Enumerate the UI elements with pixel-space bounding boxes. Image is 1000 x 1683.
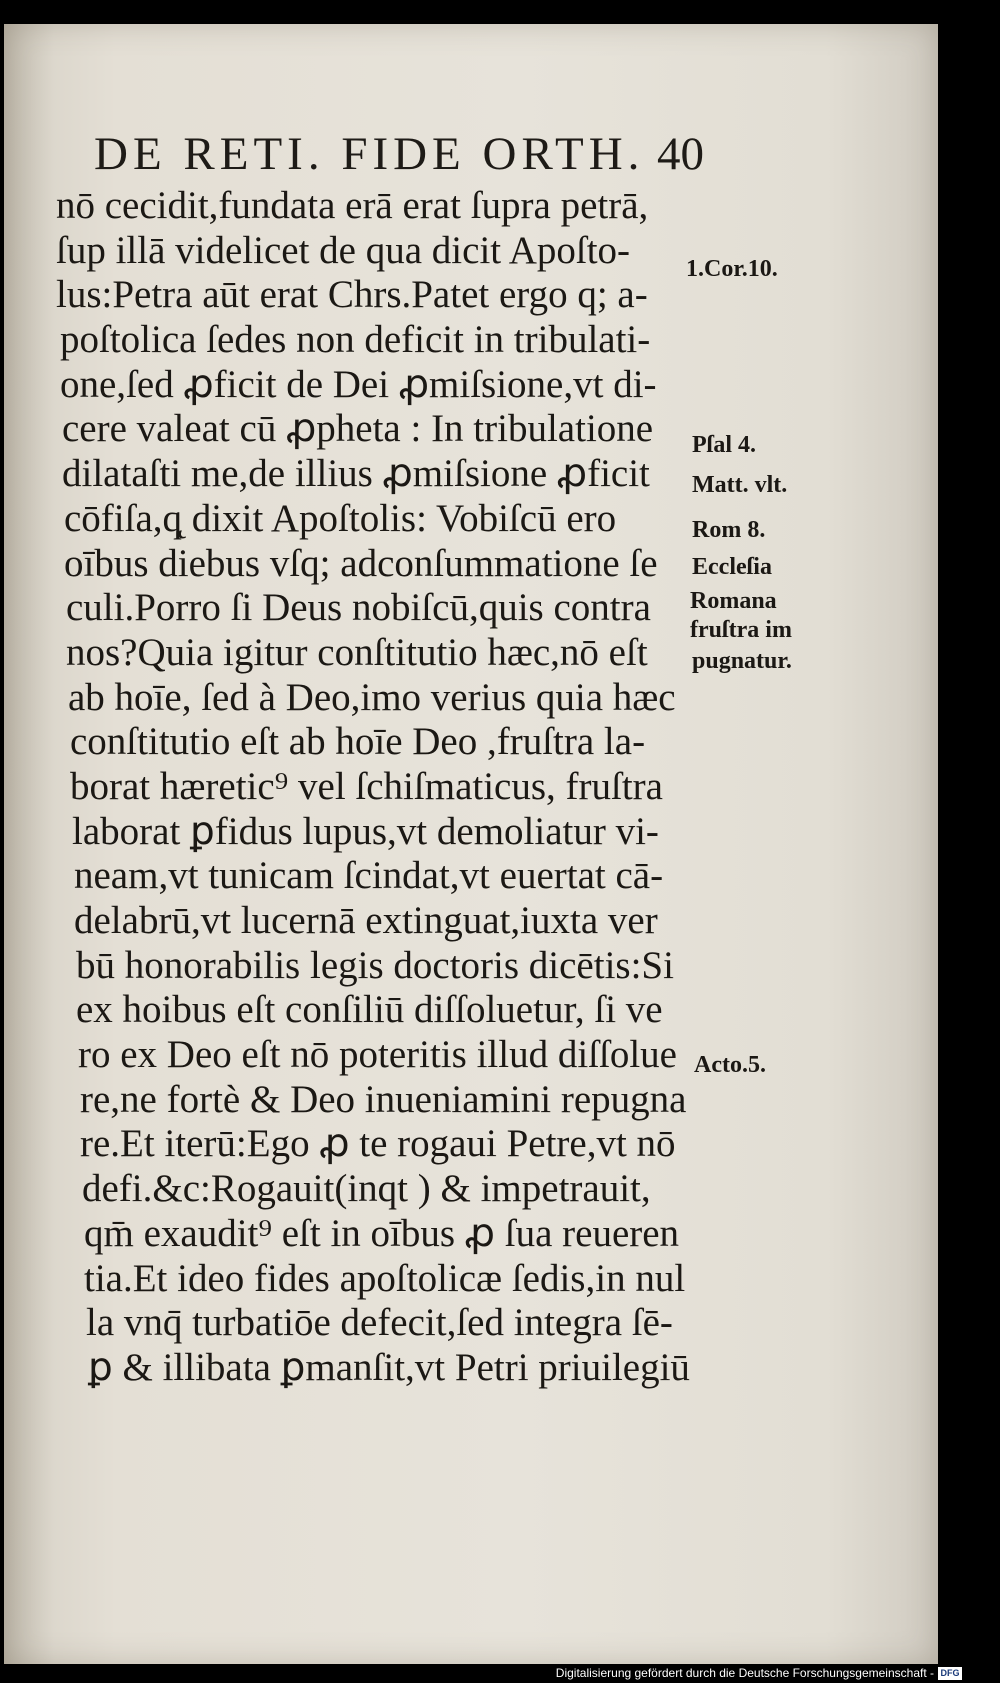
margin-note: fruſtra im — [690, 617, 792, 643]
text-line: nos?Quia igitur conſtitutio hæc,nō eſt — [66, 630, 648, 674]
book-page — [4, 24, 938, 1664]
margin-note: Pſal 4. — [692, 432, 756, 458]
margin-note: 1.Cor.10. — [686, 256, 778, 282]
text-line: re.Et iterū:Ego ꝓ te rogaui Petre,vt nō — [80, 1122, 676, 1166]
text-line: delabrū,vt lucernā extinguat,iuxta ver — [74, 899, 658, 942]
text-line: ro ex Deo eſt nō poteritis illud diſſolue — [78, 1033, 677, 1077]
margin-note: Matt. vlt. — [692, 472, 788, 498]
text-line: laborat ꝑfidus lupus,vt demoliatur vi- — [72, 809, 659, 853]
text-line: ex hoibus eſt conſiliū diſſoluetur, ſi ve — [76, 988, 663, 1032]
text-line: neam,vt tunicam ſcindat,vt euertat cā- — [74, 854, 664, 898]
text-line: tia.Et ideo fides apoſtolicæ ſedis,in nul — [84, 1256, 686, 1300]
margin-note: Romana — [690, 588, 777, 614]
body-text — [56, 184, 726, 1391]
text-line: cere valeat cū ꝓpheta : In tribulatione — [62, 407, 654, 451]
text-line: poſtolica ſedes non deficit in tribulati- — [60, 318, 651, 362]
text-line: cōfiſa,q̨ dixit Apoſtolis: Vobiſcū ero — [64, 496, 617, 540]
margin-note: Rom 8. — [692, 517, 766, 543]
text-line: ſup illā videlicet de qua dicit Apoſto- — [56, 228, 631, 272]
dfg-logo-icon: DFG — [938, 1667, 962, 1680]
text-line: dilataſti me,de illius ꝓmiſsione ꝓficit — [62, 452, 650, 496]
text-line: lus:Petra aūt erat Chrs.Patet ergo q; a- — [56, 273, 648, 317]
text-line: re,ne fortè & Deo inueniamini repugna — [80, 1077, 687, 1121]
page-header — [94, 124, 714, 184]
text-line: borat hæretic⁹ vel ſchiſmaticus, fruſtra — [70, 764, 663, 808]
text-line: conſtitutio eſt ab hoīe Deo ,fruſtra la- — [70, 720, 646, 764]
margin-note: pugnatur. — [692, 648, 792, 674]
folio-number: 40 — [657, 128, 704, 180]
text-line: qm̄ exaudit⁹ eſt in oībus ꝓ ſua reueren — [84, 1211, 680, 1255]
text-line: nō cecidit,fundata erā erat ſupra petrā, — [56, 184, 649, 227]
text-line: one,ſed ꝓficit de Dei ꝓmiſsione,vt di- — [60, 362, 657, 406]
text-line: la vnq̄ turbatiōe defecit,ſed integra ſē- — [86, 1301, 673, 1345]
text-line: culi.Porro ſi Deus nobiſcū,quis contra — [66, 586, 651, 630]
text-line: defi.&c:Rogauit(inqt ) & impetrauit, — [82, 1167, 651, 1211]
margin-note: Eccleſia — [692, 554, 772, 580]
running-title: DE RETI. FIDE ORTH. — [94, 128, 645, 180]
text-line: ab hoīe, ſed à Deo,imo verius quia hæc — [68, 675, 676, 719]
credit-text: Digitalisierung gefördert durch die Deutsche Forschungsgemeinschaft - — [555, 1666, 934, 1680]
margin-notes — [686, 239, 884, 1089]
margin-note: Acto.5. — [694, 1052, 766, 1078]
text-line: ꝑ & illibata ꝑmanſit,vt Petri priuilegiū — [88, 1345, 690, 1389]
text-line: bū honorabilis legis doctoris dicētis:Si — [76, 943, 674, 987]
digitization-credit — [556, 1664, 962, 1683]
text-line: oībus diebus vſq; adconſummatione ſe — [64, 541, 658, 585]
